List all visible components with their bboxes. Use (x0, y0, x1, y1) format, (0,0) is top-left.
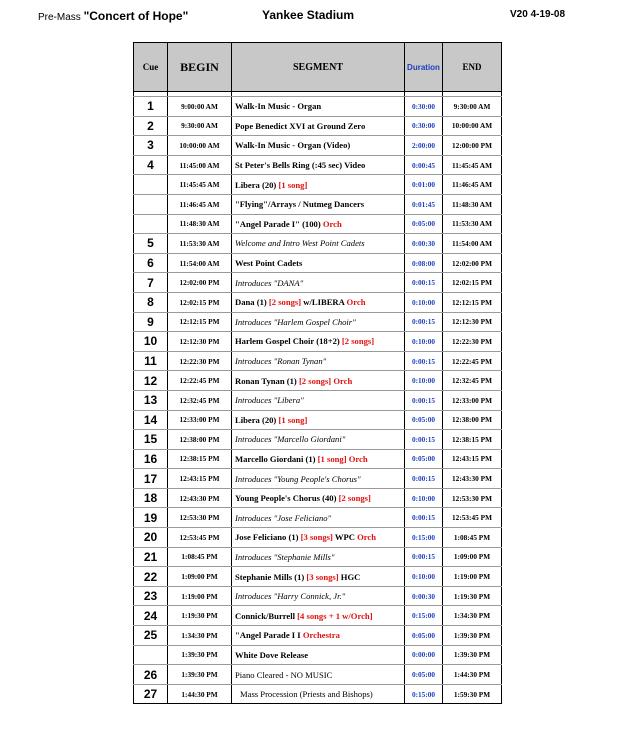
segment-cell (232, 351, 405, 371)
duration-time: 0:08:00 (405, 253, 443, 273)
begin-time: 12:02:00 PM (168, 273, 232, 293)
table-row (134, 665, 502, 685)
begin-time: 11:45:00 AM (168, 155, 232, 175)
end-time: 1:34:30 PM (443, 606, 502, 626)
end-time: 11:45:45 AM (443, 155, 502, 175)
segment-cell (232, 547, 405, 567)
segment-cell (232, 97, 405, 117)
begin-time: 1:39:30 PM (168, 645, 232, 665)
cue-number: 16 (134, 449, 168, 469)
pre-label: Pre-Mass (38, 12, 81, 23)
cue-number: 22 (134, 567, 168, 587)
cue-number: 11 (134, 351, 168, 371)
duration-time: 0:00:15 (405, 351, 443, 371)
duration-time: 0:00:15 (405, 390, 443, 410)
begin-time: 11:53:30 AM (168, 234, 232, 254)
segment-title: Introduces "Stephanie Mills" (235, 551, 335, 562)
cue-number: 21 (134, 547, 168, 567)
segment-cell (232, 332, 405, 352)
duration-time: 0:01:00 (405, 175, 443, 195)
end-time: 11:54:00 AM (443, 234, 502, 254)
cue-number: 18 (134, 488, 168, 508)
segment-title: Introduces "Jose Feliciano" (235, 512, 332, 523)
segment-title: Introduces "Young People's Chorus" (235, 473, 361, 484)
cue-number: 14 (134, 410, 168, 430)
segment-title: Harlem Gospel Choir (18+2) (235, 336, 340, 347)
segment-cell (232, 469, 405, 489)
segment-note: Orchestra (302, 630, 340, 641)
segment-title: Walk-In Music - Organ (Video) (235, 140, 351, 151)
duration-time: 0:00:15 (405, 547, 443, 567)
segment-note: Orch (322, 218, 342, 229)
segment-title: Introduces "Harlem Gospel Choir" (235, 316, 356, 327)
end-time: 1:19:00 PM (443, 567, 502, 587)
duration-time: 0:00:15 (405, 430, 443, 450)
table-row (134, 194, 502, 214)
segment-title: Pope Benedict XVI at Ground Zero (235, 120, 366, 131)
segment-cell (232, 116, 405, 136)
begin-time: 10:00:00 AM (168, 136, 232, 156)
duration-time: 0:05:00 (405, 665, 443, 685)
segment-title: Libera (20) (235, 414, 277, 425)
segment-cell (232, 155, 405, 175)
table-row (134, 234, 502, 254)
segment-cell (232, 567, 405, 587)
cue-number (134, 175, 168, 195)
table-row (134, 292, 502, 312)
segment-note-2: HGC (340, 571, 361, 582)
duration-time: 0:10:00 (405, 488, 443, 508)
table-row (134, 606, 502, 626)
segment-cell (232, 528, 405, 548)
page-header (0, 8, 618, 24)
segment-cell (232, 645, 405, 665)
table-row (134, 488, 502, 508)
segment-cell (232, 508, 405, 528)
segment-title: St Peter's Bells Ring (:45 sec) Video (235, 160, 366, 171)
segment-title: Walk-In Music - Organ (235, 101, 322, 112)
duration-time: 0:10:00 (405, 371, 443, 391)
cue-number: 24 (134, 606, 168, 626)
segment-orch-note: Orch (346, 297, 366, 308)
segment-orch-note: Orch (348, 453, 368, 464)
segment-cell (232, 136, 405, 156)
duration-time: 0:10:00 (405, 292, 443, 312)
cue-number: 4 (134, 155, 168, 175)
segment-title: White Dove Release (235, 649, 309, 660)
cue-number: 7 (134, 273, 168, 293)
end-time: 11:46:45 AM (443, 175, 502, 195)
segment-cell (232, 626, 405, 646)
segment-cell (232, 488, 405, 508)
cue-number: 23 (134, 586, 168, 606)
table-body (134, 92, 502, 704)
begin-time: 12:12:15 PM (168, 312, 232, 332)
cue-number: 2 (134, 116, 168, 136)
duration-time: 0:00:15 (405, 508, 443, 528)
segment-title: Libera (20) (235, 179, 277, 190)
end-time: 12:12:15 PM (443, 292, 502, 312)
segment-cell (232, 175, 405, 195)
table-row (134, 312, 502, 332)
cue-number: 10 (134, 332, 168, 352)
begin-time: 12:22:45 PM (168, 371, 232, 391)
table-row (134, 214, 502, 234)
segment-note-2: w/LIBERA (303, 297, 345, 308)
segment-title: Stephanie Mills (1) (235, 571, 305, 582)
column-header-segment: SEGMENT (232, 43, 405, 92)
end-time: 12:12:30 PM (443, 312, 502, 332)
segment-cell (232, 684, 405, 704)
end-time: 12:43:15 PM (443, 449, 502, 469)
segment-cell (232, 390, 405, 410)
duration-time: 0:30:00 (405, 116, 443, 136)
duration-time: 0:00:30 (405, 586, 443, 606)
table-row (134, 567, 502, 587)
segment-note: [1 song] (278, 414, 308, 425)
begin-time: 12:53:45 PM (168, 528, 232, 548)
duration-time: 0:00:15 (405, 273, 443, 293)
duration-time: 0:00:30 (405, 234, 443, 254)
duration-time: 0:10:00 (405, 332, 443, 352)
begin-time: 12:02:15 PM (168, 292, 232, 312)
begin-time: 9:00:00 AM (168, 97, 232, 117)
segment-title: Introduces "DANA" (235, 277, 304, 288)
end-time: 10:00:00 AM (443, 116, 502, 136)
segment-title: Piano Cleared - NO MUSIC (235, 669, 333, 680)
cue-number: 26 (134, 665, 168, 685)
end-time: 12:00:00 PM (443, 136, 502, 156)
segment-note: [1 song] (278, 179, 308, 190)
end-time: 1:39:30 PM (443, 626, 502, 646)
begin-time: 1:09:00 PM (168, 567, 232, 587)
table-row (134, 547, 502, 567)
event-title (38, 9, 188, 23)
cue-number: 9 (134, 312, 168, 332)
end-time: 11:53:30 AM (443, 214, 502, 234)
end-time: 12:02:15 PM (443, 273, 502, 293)
cue-number: 20 (134, 528, 168, 548)
segment-title: Connick/Burrell (235, 610, 296, 621)
version-label: V20 4-19-08 (510, 9, 566, 20)
end-time: 1:39:30 PM (443, 645, 502, 665)
duration-time: 0:10:00 (405, 567, 443, 587)
end-time: 12:22:45 PM (443, 351, 502, 371)
end-time: 12:38:15 PM (443, 430, 502, 450)
segment-title: Mass Procession (Priests and Bishops) (240, 689, 373, 700)
end-time: 1:44:30 PM (443, 665, 502, 685)
column-header-duration: Duration (405, 43, 443, 92)
segment-title: Marcello Giordani (1) (235, 453, 316, 464)
segment-title: Young People's Chorus (40) (235, 493, 337, 504)
table-row (134, 351, 502, 371)
cue-number: 3 (134, 136, 168, 156)
segment-cell (232, 430, 405, 450)
segment-orch-note: Orch (357, 532, 377, 543)
column-header-cue: Cue (134, 43, 168, 92)
table-row (134, 155, 502, 175)
cue-number (134, 194, 168, 214)
segment-cell (232, 410, 405, 430)
table-header-row (134, 43, 502, 92)
begin-time: 1:08:45 PM (168, 547, 232, 567)
begin-time: 12:43:15 PM (168, 469, 232, 489)
begin-time: 12:33:00 PM (168, 410, 232, 430)
table-row (134, 508, 502, 528)
segment-title: Introduces "Libera" (235, 395, 304, 406)
segment-title: "Angel Parade I I (235, 630, 301, 641)
segment-note: [2 songs] (268, 297, 302, 308)
end-time: 12:43:30 PM (443, 469, 502, 489)
duration-time: 0:05:00 (405, 410, 443, 430)
cue-number: 17 (134, 469, 168, 489)
end-time: 1:08:45 PM (443, 528, 502, 548)
table-row (134, 449, 502, 469)
begin-time: 11:46:45 AM (168, 194, 232, 214)
table-row (134, 371, 502, 391)
segment-cell (232, 273, 405, 293)
segment-note: [4 songs + 1 w/Orch] (297, 610, 373, 621)
segment-cell (232, 292, 405, 312)
segment-title: Introduces "Ronan Tynan" (235, 356, 327, 367)
table-row (134, 97, 502, 117)
duration-time: 0:15:00 (405, 684, 443, 704)
table-row (134, 332, 502, 352)
cue-number: 5 (134, 234, 168, 254)
end-time: 12:38:00 PM (443, 410, 502, 430)
end-time: 9:30:00 AM (443, 97, 502, 117)
begin-time: 12:38:00 PM (168, 430, 232, 450)
end-time: 12:53:30 PM (443, 488, 502, 508)
table-row (134, 136, 502, 156)
table-row (134, 175, 502, 195)
end-time: 12:22:30 PM (443, 332, 502, 352)
duration-time: 0:00:15 (405, 469, 443, 489)
segment-title: West Point Cadets (235, 258, 303, 269)
begin-time: 12:12:30 PM (168, 332, 232, 352)
duration-time: 0:01:45 (405, 194, 443, 214)
begin-time: 12:32:45 PM (168, 390, 232, 410)
segment-title: Welcome and Intro West Point Cadets (235, 238, 365, 249)
begin-time: 1:19:00 PM (168, 586, 232, 606)
duration-time: 0:05:00 (405, 626, 443, 646)
table-row (134, 273, 502, 293)
begin-time: 12:22:30 PM (168, 351, 232, 371)
segment-cell (232, 194, 405, 214)
segment-title: "Angel Parade I" (100) (235, 218, 321, 229)
segment-note: [3 songs] (300, 532, 333, 543)
end-time: 12:53:45 PM (443, 508, 502, 528)
cue-number: 27 (134, 684, 168, 704)
begin-time: 12:43:30 PM (168, 488, 232, 508)
segment-cell (232, 665, 405, 685)
begin-time: 11:45:45 AM (168, 175, 232, 195)
end-time: 11:48:30 AM (443, 194, 502, 214)
segment-cell (232, 371, 405, 391)
segment-cell (232, 449, 405, 469)
duration-time: 0:00:15 (405, 312, 443, 332)
cue-number: 1 (134, 97, 168, 117)
begin-time: 12:53:30 PM (168, 508, 232, 528)
segment-cell (232, 234, 405, 254)
segment-cell (232, 214, 405, 234)
begin-time: 11:48:30 AM (168, 214, 232, 234)
segment-cell (232, 253, 405, 273)
duration-time: 0:00:00 (405, 645, 443, 665)
table-row (134, 410, 502, 430)
segment-note-2: WPC (334, 532, 355, 543)
segment-title: Dana (1) (235, 297, 267, 308)
end-time: 1:59:30 PM (443, 684, 502, 704)
end-time: 1:19:30 PM (443, 586, 502, 606)
table-row (134, 528, 502, 548)
segment-title: "Flying"/Arrays / Nutmeg Dancers (235, 199, 365, 210)
cue-number: 12 (134, 371, 168, 391)
end-time: 12:33:00 PM (443, 390, 502, 410)
segment-note: [2 songs] (338, 493, 371, 504)
cue-number: 8 (134, 292, 168, 312)
column-header-end: END (443, 43, 502, 92)
run-of-show-table (133, 42, 502, 704)
segment-cell (232, 312, 405, 332)
begin-time: 1:44:30 PM (168, 684, 232, 704)
cue-number: 6 (134, 253, 168, 273)
begin-time: 1:34:30 PM (168, 626, 232, 646)
begin-time: 11:54:00 AM (168, 253, 232, 273)
segment-title: Ronan Tynan (1) (235, 375, 297, 386)
end-time: 12:02:00 PM (443, 253, 502, 273)
duration-time: 0:00:45 (405, 155, 443, 175)
begin-time: 9:30:00 AM (168, 116, 232, 136)
begin-time: 12:38:15 PM (168, 449, 232, 469)
table-row (134, 430, 502, 450)
end-time: 12:32:45 PM (443, 371, 502, 391)
cue-number (134, 214, 168, 234)
column-header-begin: BEGIN (168, 43, 232, 92)
duration-time: 0:05:00 (405, 214, 443, 234)
duration-time: 2:00:00 (405, 136, 443, 156)
venue-title: Yankee Stadium (262, 8, 355, 22)
segment-note: [1 song] (317, 453, 347, 464)
table-row (134, 586, 502, 606)
cue-number: 13 (134, 390, 168, 410)
duration-time: 0:15:00 (405, 606, 443, 626)
event-name: "Concert of Hope" (83, 9, 189, 23)
table-row (134, 684, 502, 704)
segment-title: Introduces "Marcello Giordani" (235, 434, 346, 445)
table-row (134, 390, 502, 410)
table-row (134, 116, 502, 136)
segment-title: Introduces "Harry Connick, Jr." (235, 591, 346, 602)
table-row (134, 645, 502, 665)
duration-time: 0:05:00 (405, 449, 443, 469)
table-row (134, 626, 502, 646)
segment-orch-note: Orch (333, 375, 353, 386)
segment-cell (232, 586, 405, 606)
duration-time: 0:30:00 (405, 97, 443, 117)
segment-note: [3 songs] (306, 571, 339, 582)
segment-note: [2 songs] (298, 375, 332, 386)
duration-time: 0:15:00 (405, 528, 443, 548)
end-time: 1:09:00 PM (443, 547, 502, 567)
begin-time: 1:39:30 PM (168, 665, 232, 685)
cue-number: 19 (134, 508, 168, 528)
table-row (134, 469, 502, 489)
segment-title: Jose Feliciano (1) (235, 532, 299, 543)
segment-note: [2 songs] (341, 336, 375, 347)
begin-time: 1:19:30 PM (168, 606, 232, 626)
cue-number: 15 (134, 430, 168, 450)
segment-cell (232, 606, 405, 626)
cue-number (134, 645, 168, 665)
table-row (134, 253, 502, 273)
cue-number: 25 (134, 626, 168, 646)
